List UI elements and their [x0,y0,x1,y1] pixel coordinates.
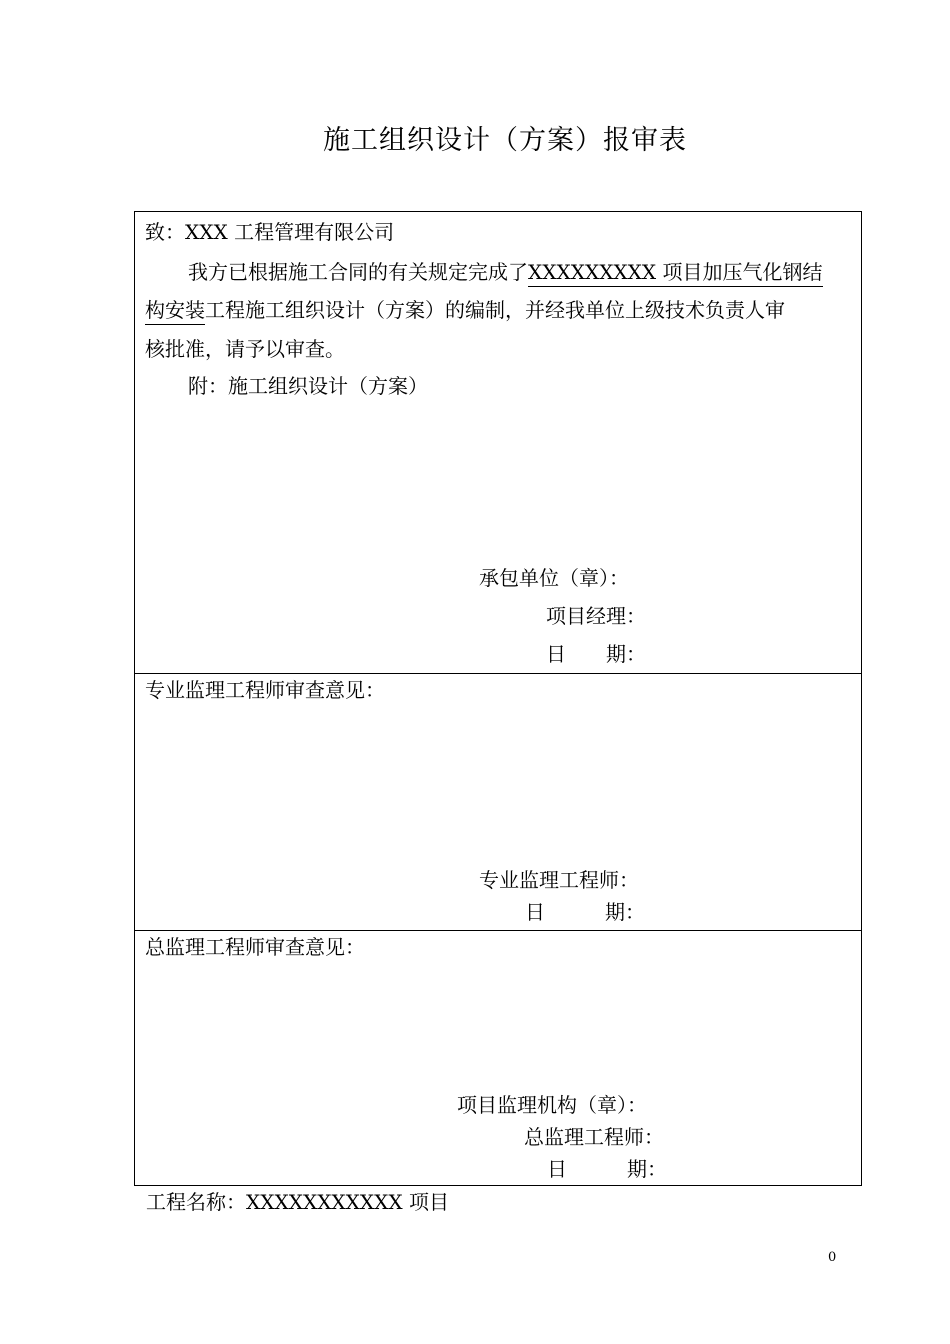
chief-date-label: 日 期： [547,1157,667,1181]
contractor-section [135,212,861,673]
contractor-date-label: 日 期： [546,642,646,666]
body-line-1-prefix: 我方已根据施工合同的有关规定完成了 [188,260,528,284]
project-name-footer: 工程名称：XXXXXXXXXXX 项目 [146,1190,449,1214]
project-name-fill-1[interactable]: XXXXXXXXX 项目加压气化钢结 [528,260,823,287]
specialist-opinion-heading: 专业监理工程师审查意见： [145,678,385,702]
project-manager-label: 项目经理： [546,604,646,628]
specialist-engineer-label: 专业监理工程师： [479,868,639,892]
page-number: 0 [828,1250,837,1265]
addressee-line: 致：XXX 工程管理有限公司 [145,220,395,244]
review-form-table [134,211,862,1186]
specialist-review-section [135,673,861,930]
chief-opinion-heading: 总监理工程师审查意见： [145,935,365,959]
body-line-2 [145,298,785,322]
body-line-2-rest: 工程施工组织设计（方案）的编制，并经我单位上级技术负责人审 [205,298,785,322]
body-line-1 [188,260,823,284]
contractor-seal-label: 承包单位（章）： [479,566,629,590]
specialist-date-label: 日 期： [525,900,645,924]
body-line-3: 核批准，请予以审查。 [145,337,345,361]
chief-engineer-label: 总监理工程师： [524,1125,664,1149]
chief-review-section [135,930,861,1187]
page-title: 施工组织设计（方案）报审表 [323,125,687,156]
attachment-line: 附：施工组织设计（方案） [188,374,428,398]
supervision-org-seal-label: 项目监理机构（章）： [457,1093,647,1117]
project-name-fill-2[interactable]: 构安装 [145,298,205,325]
